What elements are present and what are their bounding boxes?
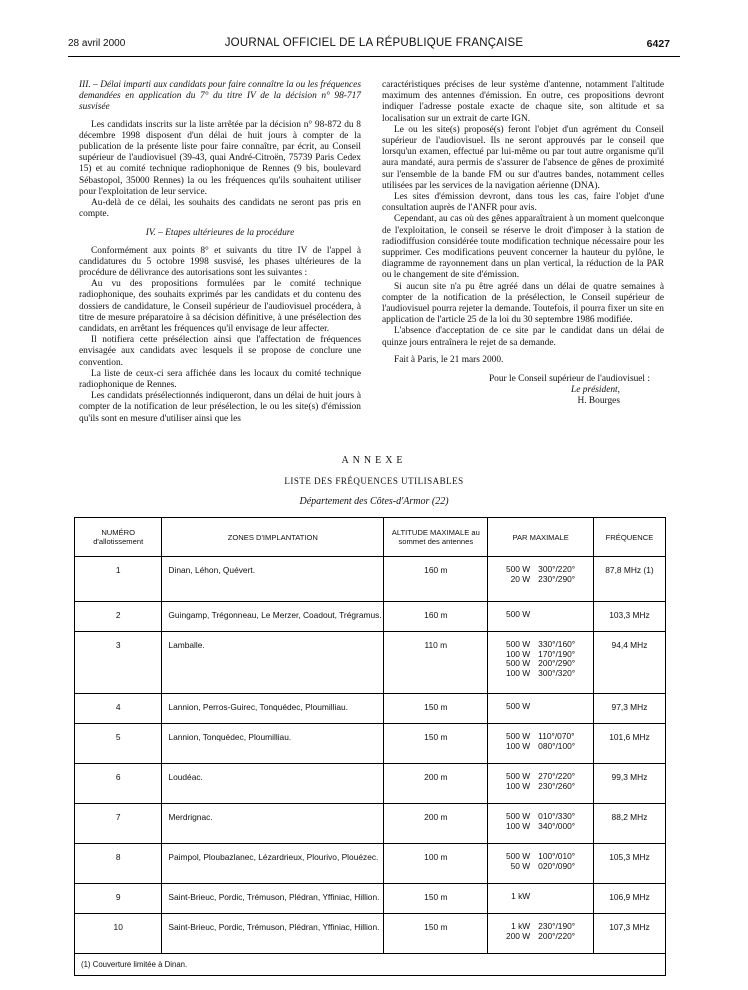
implantation-zones: Lamballe. <box>162 632 384 694</box>
par-line <box>488 742 592 752</box>
par-azimuth: 330°/160° <box>538 639 576 649</box>
frequency: 103,3 MHz <box>593 602 665 632</box>
table-row <box>75 914 666 954</box>
max-altitude: 160 m <box>384 602 488 632</box>
allotment-number: 9 <box>75 884 162 914</box>
frequency: 87,8 MHz (1) <box>593 557 665 602</box>
par-azimuth: 200°/220° <box>538 930 576 941</box>
frequency: 107,3 MHz <box>593 914 665 954</box>
annexe-title: ANNEXE <box>341 455 407 466</box>
par-power: 20 W <box>510 573 531 584</box>
par-azimuth: 080°/100° <box>538 740 576 751</box>
par-line <box>488 782 592 792</box>
paragraph: Conformément aux points 8° et suivants du titre IV de l'appel à candidatures du 5 octobre 1998 susvisé, les phases ultérieures de la procédure de délivrance des autorisations sont les suivantes : <box>79 245 361 279</box>
frequency: 94,4 MHz <box>593 632 665 694</box>
table-row <box>75 764 666 804</box>
page-header <box>0 38 748 54</box>
par-azimuth <box>538 702 576 712</box>
table-row <box>75 602 666 632</box>
signature-title: Le président, <box>571 385 620 396</box>
par-line <box>488 702 592 712</box>
max-par <box>488 804 594 844</box>
par-azimuth: 300°/320° <box>538 667 576 678</box>
allotment-number: 10 <box>75 914 162 954</box>
header-num: NUMÉRO d'allotissement <box>75 518 162 557</box>
frequency-table <box>74 517 666 976</box>
max-altitude: 200 m <box>384 764 488 804</box>
par-line <box>488 822 592 832</box>
implantation-zones: Lannion, Perros-Guirec, Tonquédec, Ploumilliau. <box>162 694 384 724</box>
max-altitude: 200 m <box>384 804 488 844</box>
max-altitude: 160 m <box>384 557 488 602</box>
journal-title: JOURNAL OFFICIEL DE LA RÉPUBLIQUE FRANÇAISE <box>224 37 524 49</box>
par-line <box>488 669 592 679</box>
section-4-heading: IV. – Etapes ultérieures de la procédure <box>145 228 295 239</box>
par-azimuth <box>538 892 576 902</box>
par-line <box>488 932 592 942</box>
max-par <box>488 694 594 724</box>
par-azimuth: 340°/000° <box>538 820 576 831</box>
paragraph: Il notifiera cette présélection ainsi que l'affectation de fréquences envisagée aux candidats avec lesquels il se propose de conclure une convention. <box>79 335 361 368</box>
table-row <box>75 804 666 844</box>
max-par <box>488 724 594 764</box>
par-azimuth: 300°/220° <box>538 564 576 574</box>
max-par <box>488 764 594 804</box>
par-power: 500 W <box>505 851 531 861</box>
allotment-number: 1 <box>75 557 162 602</box>
paragraph: Au vu des propositions formulées par le comité technique radiophonique, des souhaits exprimés par les candidats et du contenu des dossiers de candidature, le Conseil supérieur de l'audiovisuel procédera, à titre de mesure préparatoire à sa décision définitive, à une présélection des candidats, en arrêtant les fréquences qu'il envisage de leur affecter. <box>79 279 361 335</box>
max-altitude: 150 m <box>384 884 488 914</box>
paragraph: Cependant, au cas où des gênes apparaîtraient à un moment quelconque de l'exploitation, le conseil se réserve le droit d'imposer à la station de radiodiffusion considérée toute modification technique nécessaire pour les supprimer. Ces modifications peuvent concerner la hauteur du pylône, le diagramme de rayonnement dans un plan vertical, la réduction de la PAR ou le changement de site d'émission. <box>382 214 664 281</box>
par-azimuth: 010°/330° <box>538 811 576 821</box>
par-power: 200 W <box>505 930 531 941</box>
paragraph: Les candidats inscrits sur la liste arrêtée par la décision n° 98-872 du 8 décembre 1998 disposent d'un délai de huit jours à compter de la publication de la présente liste pour faire connaître, par écrit, au Conseil supérieur de l'audiovisuel (39-43, quai André-Citroën, 75739 Paris Cedex 15) et au comité technique radiophonique de Rennes (9 bis, boulevard Sébastopol, 35000 Rennes) la ou les fréquences qu'ils souhaitent utiliser pour l'exploitation de leur service. <box>79 119 361 197</box>
par-power: 500 W <box>505 731 531 741</box>
par-azimuth: 020°/090° <box>538 860 576 871</box>
max-par <box>488 914 594 954</box>
par-azimuth: 270°/220° <box>538 771 576 781</box>
par-power: 1 kW <box>511 891 531 901</box>
par-line <box>488 610 592 620</box>
par-power: 50 W <box>510 860 531 871</box>
table-row <box>75 724 666 764</box>
max-altitude: 100 m <box>384 844 488 884</box>
par-azimuth <box>538 610 576 620</box>
frequency: 106,9 MHz <box>593 884 665 914</box>
paragraph: Si aucun site n'a pu être agréé dans un délai de quatre semaines à compter de la notification de la présélection, le Conseil supérieur de l'audiovisuel pourra rejeter la demande. Toutefois, il pourra fixer un site en application de l'article 25 de la loi du 30 septembre 1986 modifiée. <box>382 281 664 326</box>
frequency: 97,3 MHz <box>593 694 665 724</box>
allotment-number: 5 <box>75 724 162 764</box>
par-azimuth: 230°/290° <box>538 573 576 584</box>
header-altitude: ALTITUDE MAXIMALE au sommet des antennes <box>384 518 488 557</box>
table-row <box>75 694 666 724</box>
max-par <box>488 632 594 694</box>
implantation-zones: Guingamp, Trégonneau, Le Merzer, Coadout, Trégramus. <box>162 602 384 632</box>
right-column <box>382 80 664 408</box>
implantation-zones: Loudéac. <box>162 764 384 804</box>
par-line <box>488 862 592 872</box>
header-par: PAR MAXIMALE <box>488 518 594 557</box>
par-power: 500 W <box>505 564 531 574</box>
max-altitude: 150 m <box>384 914 488 954</box>
max-altitude: 110 m <box>384 632 488 694</box>
par-azimuth: 230°/190° <box>538 921 576 931</box>
implantation-zones: Paimpol, Ploubazlanec, Lézardrieux, Plourivo, Plouézec. <box>162 844 384 884</box>
paragraph: L'absence d'acceptation de ce site par le candidat dans un délai de quinze jours entraînera le rejet de sa demande. <box>382 326 664 348</box>
allotment-number: 6 <box>75 764 162 804</box>
paragraph: caractéristiques précises de leur système d'antenne, notamment l'altitude maximum des antennes d'émission. En outre, ces propositions devront indiquer l'adresse postale exacte de chaque site, son altitude et sa localisation sur un extrait de carte IGN. <box>382 80 664 124</box>
paragraph: Le ou les site(s) proposé(s) feront l'objet d'un agrément du Conseil supérieur de l'audiovisuel. Ils ne seront approuvés par le conseil que lorsqu'un examen, effectué par lui-même ou par tout autre organisme qu'il aura mandaté, aura permis de s'assurer de l'absence de gênes de proximité sur l'ensemble de la bande FM ou sur d'autres bandes, notamment celles utilisées par les services de la navigation aérienne (DNA). <box>382 124 664 191</box>
implantation-zones: Lannion, Tonquédec, Ploumilliau. <box>162 724 384 764</box>
par-power: 500 W <box>505 771 531 781</box>
implantation-zones: Dinan, Léhon, Quévert. <box>162 557 384 602</box>
issue-date: 28 avril 2000 <box>68 38 126 49</box>
max-altitude: 150 m <box>384 724 488 764</box>
signature-line: Pour le Conseil supérieur de l'audiovisuel : <box>488 374 650 385</box>
implantation-zones: Saint-Brieuc, Pordic, Trémuson, Plédran, Yffiniac, Hillion. <box>162 884 384 914</box>
par-power: 500 W <box>505 811 531 821</box>
par-power: 1 kW <box>511 921 531 931</box>
place-date: Fait à Paris, le 21 mars 2000. <box>394 354 504 365</box>
table-body <box>75 557 666 954</box>
header-zones: ZONES D'IMPLANTATION <box>162 518 384 557</box>
paragraph: Les candidats présélectionnés indiqueront, dans un délai de huit jours à compter de la notification de leur présélection, le ou les site(s) d'émission qu'ils sont en mesure d'utiliser ainsi que les <box>79 391 361 424</box>
frequency: 88,2 MHz <box>593 804 665 844</box>
max-par <box>488 844 594 884</box>
department-title: Département des Côtes-d'Armor (22) <box>299 496 449 507</box>
header-frequency: FRÉQUENCE <box>593 518 665 557</box>
par-azimuth: 230°/260° <box>538 780 576 791</box>
allotment-number: 8 <box>75 844 162 884</box>
allotment-number: 3 <box>75 632 162 694</box>
par-power: 500 W <box>505 639 531 649</box>
signature-name: H. Bourges <box>577 396 620 407</box>
header-rule <box>68 56 680 57</box>
max-altitude: 150 m <box>384 694 488 724</box>
par-azimuth: 100°/010° <box>538 851 576 861</box>
frequency: 99,3 MHz <box>593 764 665 804</box>
par-azimuth: 170°/190° <box>538 648 576 659</box>
section-3-heading: III. – Délai imparti aux candidats pour faire connaître la ou les fréquences demandées en application du 7° du titre IV de la décision n° 98-717 susvisée <box>79 80 361 113</box>
implantation-zones: Merdrignac. <box>162 804 384 844</box>
left-column <box>79 80 361 425</box>
frequency: 101,6 MHz <box>593 724 665 764</box>
par-power: 500 W <box>505 701 531 711</box>
paragraph: La liste de ceux-ci sera affichée dans les locaux du comité technique radiophonique de Rennes. <box>79 368 361 391</box>
paragraph: Les sites d'émission devront, dans tous les cas, faire l'objet d'une consultation auprès de l'ANFR pour avis. <box>382 192 664 214</box>
page-number: 6427 <box>646 38 670 50</box>
table-row <box>75 632 666 694</box>
par-azimuth: 200°/290° <box>538 658 576 669</box>
table-row <box>75 557 666 602</box>
implantation-zones: Saint-Brieuc, Pordic, Trémuson, Plédran, Yffiniac, Hillion. <box>162 914 384 954</box>
table-row <box>75 884 666 914</box>
par-power: 100 W <box>505 667 531 678</box>
max-par <box>488 602 594 632</box>
table-row <box>75 844 666 884</box>
par-power: 500 W <box>505 609 531 619</box>
list-title: LISTE DES FRÉQUENCES UTILISABLES <box>284 476 464 486</box>
allotment-number: 2 <box>75 602 162 632</box>
frequency: 105,3 MHz <box>593 844 665 884</box>
par-power: 100 W <box>505 740 531 751</box>
max-par <box>488 884 594 914</box>
par-power: 500 W <box>505 658 531 669</box>
allotment-number: 7 <box>75 804 162 844</box>
par-power: 100 W <box>505 648 531 659</box>
par-line <box>488 575 592 585</box>
max-par <box>488 557 594 602</box>
par-power: 100 W <box>505 820 531 831</box>
paragraph: Au-delà de ce délai, les souhaits des candidats ne seront pas pris en compte. <box>79 198 361 220</box>
par-azimuth: 110°/070° <box>538 731 575 741</box>
allotment-number: 4 <box>75 694 162 724</box>
par-line <box>488 892 592 902</box>
table-footnote: (1) Couverture limitée à Dinan. <box>75 954 666 976</box>
par-power: 100 W <box>505 780 531 791</box>
